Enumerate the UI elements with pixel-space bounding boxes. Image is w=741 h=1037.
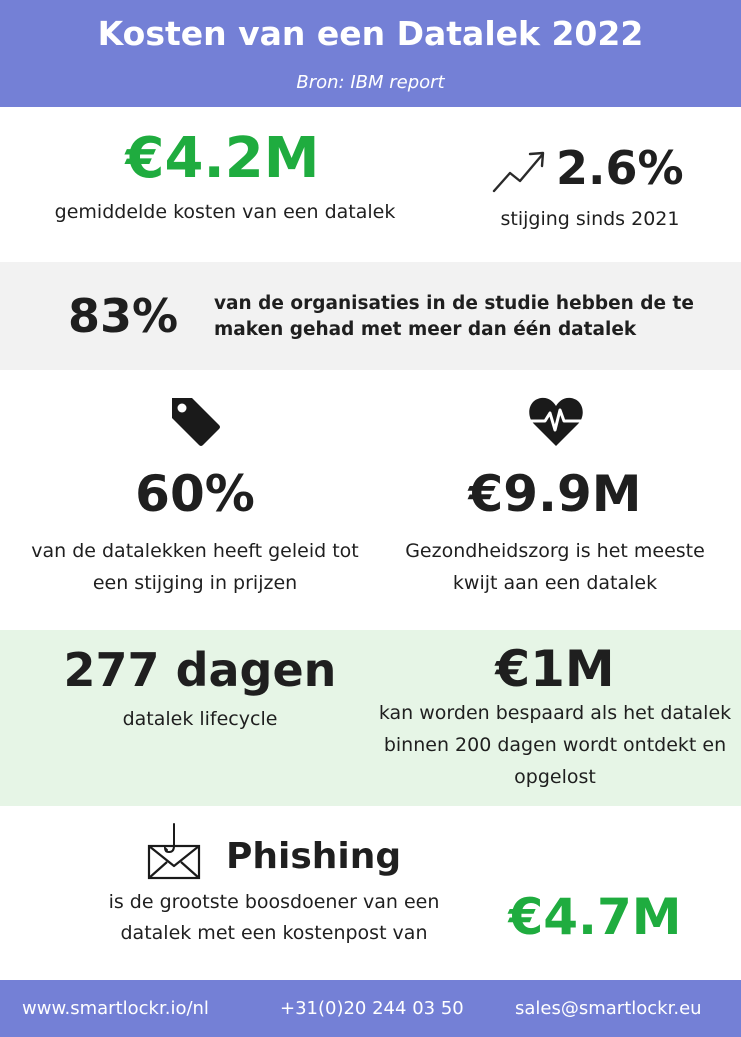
price-increase-label: van de datalekken heeft geleid tot een stijging in prijzen xyxy=(31,540,359,594)
average-cost-value: €4.2M xyxy=(125,126,320,191)
lifecycle-label: datalek lifecycle xyxy=(122,708,278,730)
savings-label: kan worden bespaard als het datalek binnen 200 dagen wordt ontdekt en opgelost xyxy=(378,702,732,788)
phishing-envelope-icon xyxy=(144,822,204,882)
footer-email-link[interactable]: sales@smartlockr.eu xyxy=(515,998,702,1019)
footer-phone-link[interactable]: +31(0)20 244 03 50 xyxy=(280,998,464,1019)
growth-value: 2.6% xyxy=(556,141,684,195)
source-note: Bron: IBM report xyxy=(296,72,445,93)
price-tag-icon xyxy=(168,394,222,448)
heart-pulse-icon xyxy=(528,394,584,448)
multi-breach-value: 83% xyxy=(68,289,179,343)
page-title: Kosten van een Datalek 2022 xyxy=(97,14,644,53)
multi-breach-label: van de organisaties in de studie hebben de te maken gehad met meer dan één datalek xyxy=(214,293,694,340)
footer-website-link[interactable]: www.smartlockr.io/nl xyxy=(22,998,209,1019)
savings-value: €1M xyxy=(495,640,615,698)
average-cost-label: gemiddelde kosten van een datalek xyxy=(54,201,396,223)
phishing-cost-value: €4.7M xyxy=(508,888,682,946)
phishing-title: Phishing xyxy=(226,836,402,877)
healthcare-label: Gezondheidszorg is het meeste kwijt aan een datalek xyxy=(405,540,705,594)
price-increase-value: 60% xyxy=(135,465,255,523)
healthcare-value: €9.9M xyxy=(468,465,642,523)
growth-label: stijging sinds 2021 xyxy=(500,208,680,230)
trend-up-icon xyxy=(492,149,546,193)
lifecycle-value: 277 dagen xyxy=(63,643,337,697)
phishing-label: is de grootste boosdoener van een datalek met een kostenpost van xyxy=(108,891,440,944)
